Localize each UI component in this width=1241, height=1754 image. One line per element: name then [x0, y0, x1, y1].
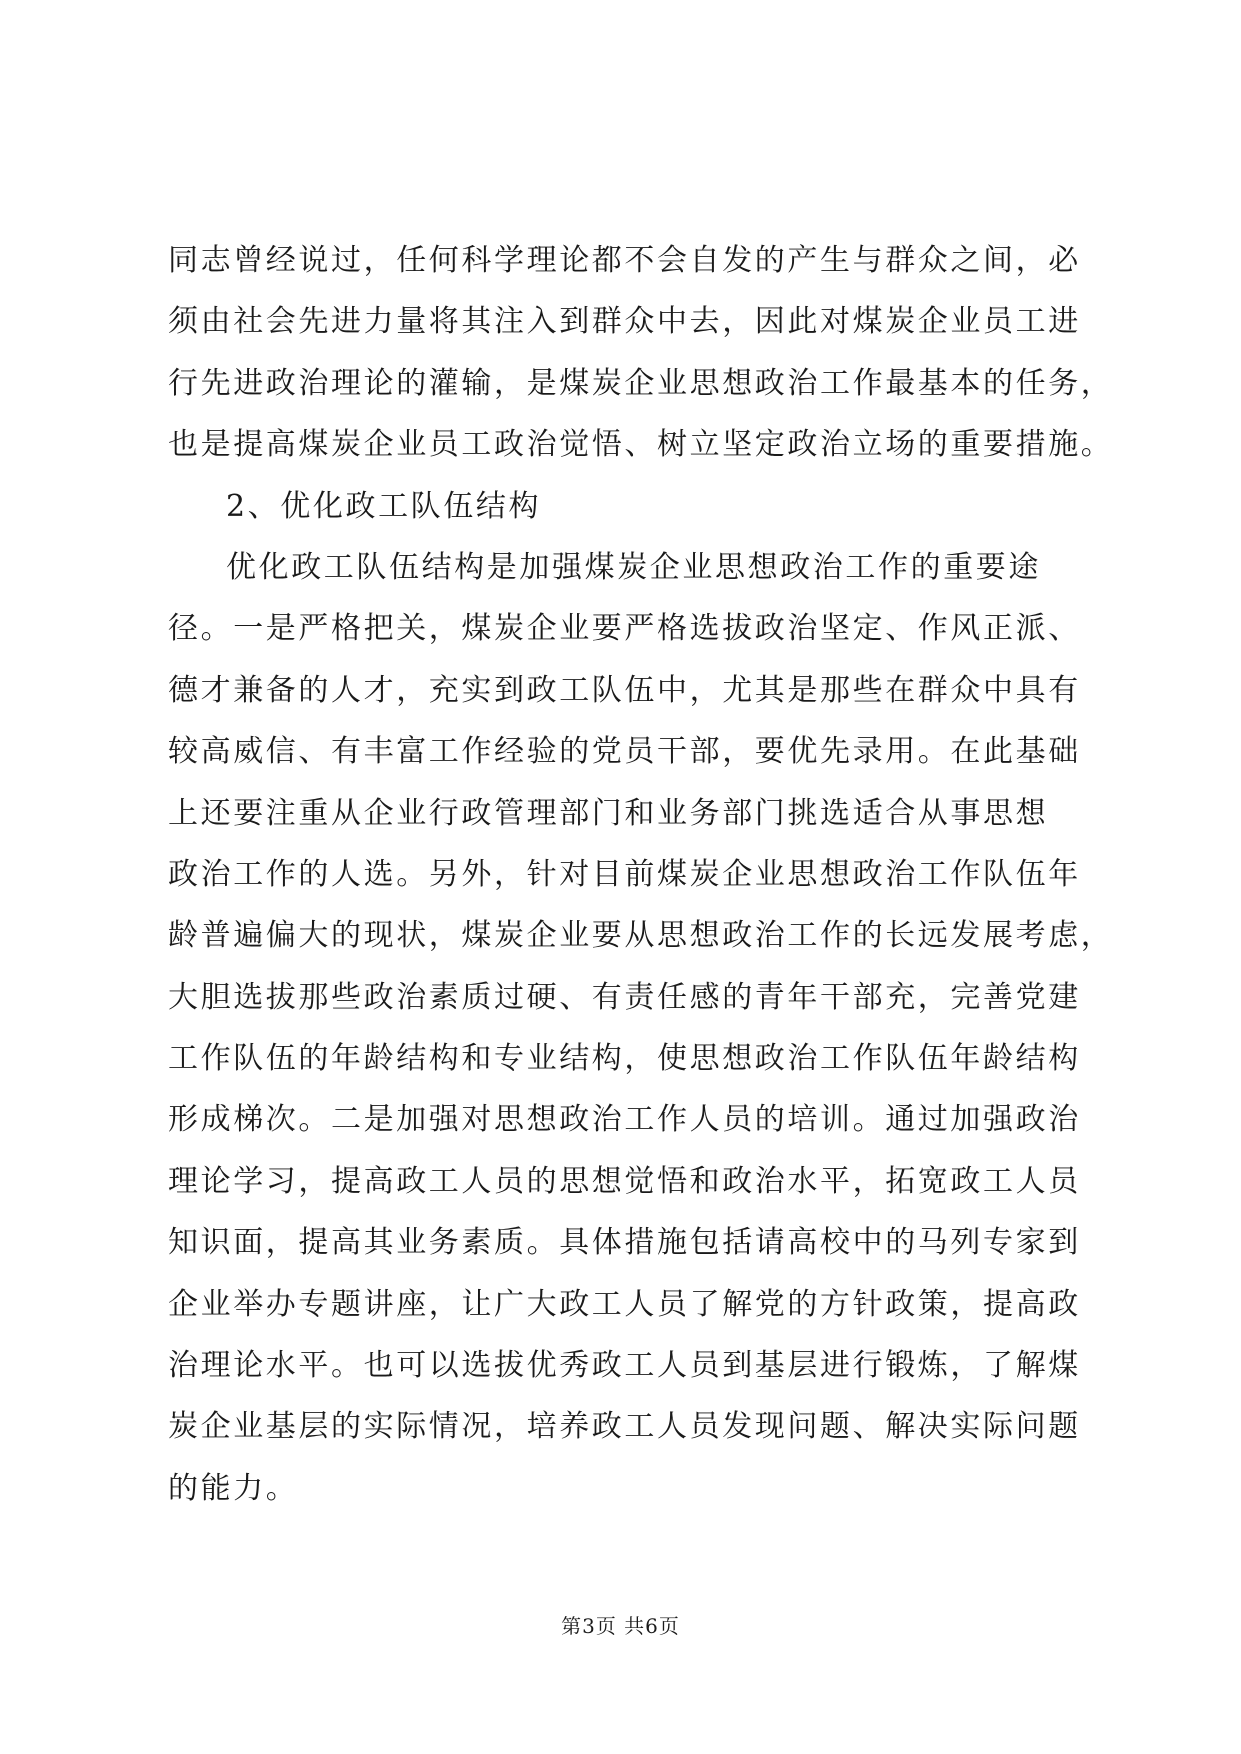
text-line: 政治工作的人选。另外，针对目前煤炭企业思想政治工作队伍年 [168, 856, 1081, 892]
text-line: 龄普遍偏大的现状，煤炭企业要从思想政治工作的长远发展考虑， [168, 918, 1114, 954]
text-line: 径。一是严格把关，煤炭企业要严格选拔政治坚定、作风正派、 [168, 611, 1081, 647]
paragraph-first-line: 优化政工队伍结构是加强煤炭企业思想政治工作的重要途 [226, 549, 1041, 585]
text-line: 治理论水平。也可以选拔优秀政工人员到基层进行锻炼，了解煤 [168, 1348, 1081, 1384]
page-footer [0, 1610, 1241, 1639]
text-line: 也是提高煤炭企业员工政治觉悟、树立坚定政治立场的重要措施。 [168, 427, 1114, 463]
text-line: 知识面，提高其业务素质。具体措施包括请高校中的马列专家到 [168, 1225, 1081, 1261]
text-line: 炭企业基层的实际情况，培养政工人员发现问题、解决实际问题 [168, 1409, 1081, 1445]
text-line: 须由社会先进力量将其注入到群众中去，因此对煤炭企业员工进 [168, 304, 1081, 340]
text-line: 大胆选拔那些政治素质过硬、有责任感的青年干部充，完善党建 [168, 979, 1081, 1015]
text-line: 上还要注重从企业行政管理部门和业务部门挑选适合从事思想 [168, 795, 1049, 831]
text-line: 同志曾经说过，任何科学理论都不会自发的产生与群众之间，必 [168, 243, 1081, 278]
text-line: 较高威信、有丰富工作经验的党员干部，要优先录用。在此基础 [168, 734, 1081, 770]
text-line: 行先进政治理论的灌输，是煤炭企业思想政治工作最基本的任务， [168, 365, 1114, 401]
text-line: 德才兼备的人才，充实到政工队伍中，尤其是那些在群众中具有 [168, 672, 1081, 708]
section-heading: 2、优化政工队伍结构 [226, 488, 542, 524]
text-line: 企业举办专题讲座，让广大政工人员了解党的方针政策，提高政 [168, 1286, 1081, 1322]
text-line: 形成梯次。二是加强对思想政治工作人员的培训。通过加强政治 [168, 1102, 1081, 1138]
document-body [168, 230, 1128, 1519]
text-line: 工作队伍的年龄结构和专业结构，使思想政治工作队伍年龄结构 [168, 1041, 1081, 1077]
page-number-indicator: 第3页 共6页 [561, 1614, 680, 1638]
text-line: 的能力。 [168, 1470, 299, 1506]
text-line: 理论学习，提高政工人员的思想觉悟和政治水平，拓宽政工人员 [168, 1163, 1081, 1199]
